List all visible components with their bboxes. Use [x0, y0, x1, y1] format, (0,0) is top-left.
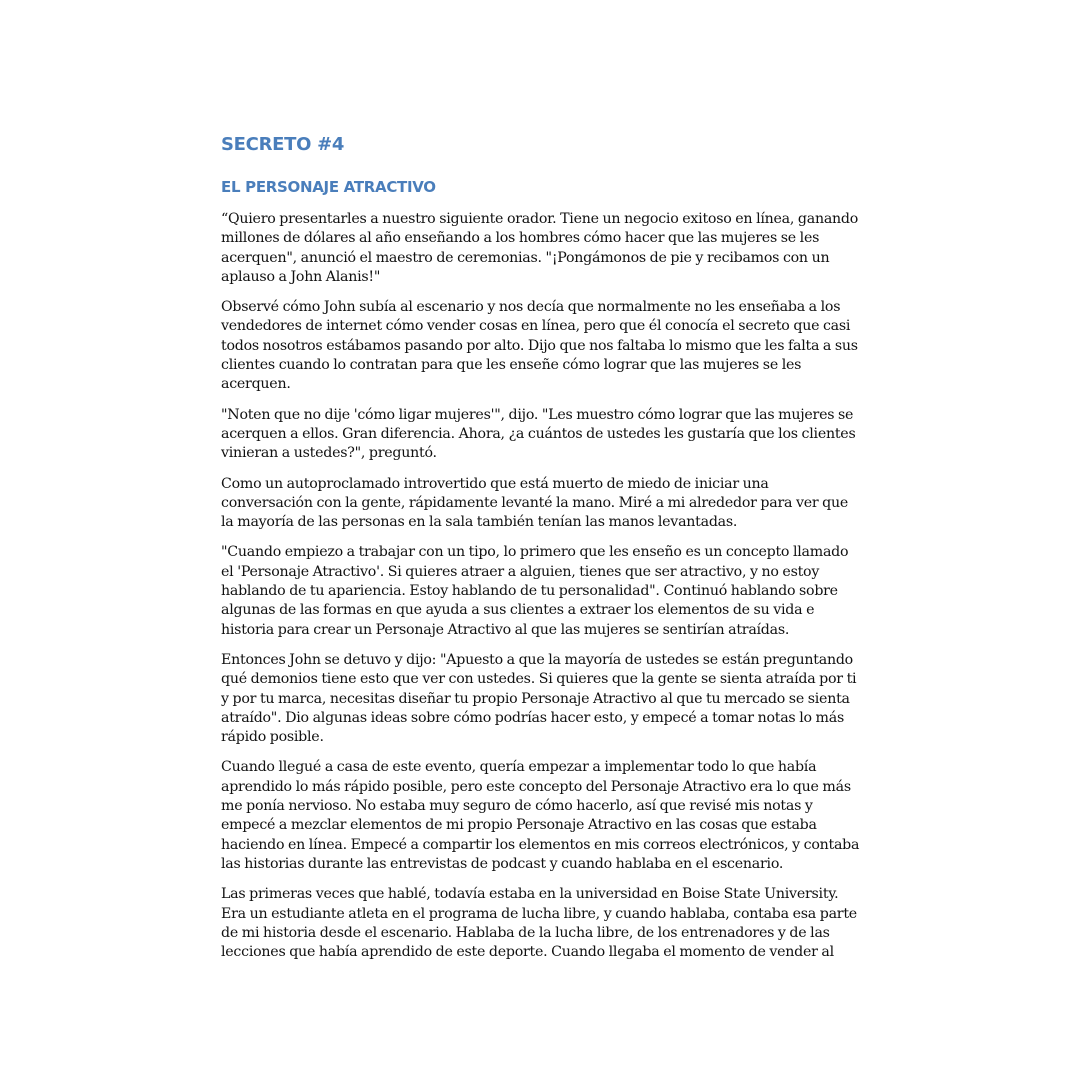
paragraph: Las primeras veces que hablé, todavía estaba en la universidad en Boise State University. Era un estudiante atleta en el programa de lucha libre, y cuando hablaba, contaba esa parte de mi historia desde el escenario. Hablaba de la lucha libre, de los entrenadores y de las lecciones que había aprendido de este deporte. Cuando llegaba el momento de vender al	[221, 886, 857, 961]
document-page	[221, 131, 861, 973]
paragraph: Entonces John se detuvo y dijo: "Apuesto a que la mayoría de ustedes se están preguntando qué demonios tiene esto que ver con ustedes. Si quieres que la gente se sienta atraída por ti y por tu marca, necesitas diseñar tu propio Personaje Atractivo al que tu mercado se sienta atraído". Dio algunas ideas sobre cómo podrías hacer esto, y empecé a tomar notas lo más rápido posible.	[221, 651, 857, 746]
paragraph: “Quiero presentarles a nuestro siguiente orador. Tiene un negocio exitoso en línea, ganando millones de dólares al año enseñando a los hombres cómo hacer que las mujeres se les acerquen", anunció el maestro de ceremonias. "¡Pongámonos de pie y recibamos con un aplauso a John Alanis!"	[221, 211, 859, 285]
body-text	[221, 210, 861, 962]
chapter-subtitle: EL PERSONAJE ATRACTIVO	[221, 178, 436, 196]
paragraph: Observé cómo John subía al escenario y nos decía que normalmente no les enseñaba a los vendedores de internet cómo vender cosas en línea, pero que él conocía el secreto que casi todos nosotros estábamos pasando por alto. Dijo que nos faltaba lo mismo que les falta a sus clientes cuando lo contratan para que les enseñe cómo lograr que las mujeres se les acerquen.	[221, 299, 858, 393]
paragraph: Como un autoproclamado introvertido que está muerto de miedo de iniciar una conversación con la gente, rápidamente levanté la mano. Miré a mi alrededor para ver que la mayoría de las personas en la sala también tenían las manos levantadas.	[221, 475, 849, 531]
chapter-title: SECRETO #4	[221, 134, 345, 155]
paragraph: "Cuando empiezo a trabajar con un tipo, lo primero que les enseño es un concepto llamado el 'Personaje Atractivo'. Si quieres atraer a alguien, tienes que ser atractivo, y no estoy hablando de tu apariencia. Estoy hablando de tu personalidad". Continuó hablando sobre algunas de las formas en que ayuda a sus clientes a extraer los elementos de su vida e historia para crear un Personaje Atractivo al que las mujeres se sentirían atraídas.	[221, 544, 849, 638]
paragraph: "Noten que no dije 'cómo ligar mujeres'", dijo. "Les muestro cómo lograr que las mujeres se acerquen a ellos. Gran diferencia. Ahora, ¿a cuántos de ustedes les gustaría que los clientes vinieran a ustedes?", preguntó.	[221, 406, 856, 462]
paragraph: Cuando llegué a casa de este evento, quería empezar a implementar todo lo que había aprendido lo más rápido posible, pero este concepto del Personaje Atractivo era lo que más me ponía nervioso. No estaba muy seguro de cómo hacerlo, así que revisé mis notas y empecé a mezclar elementos de mi propio Personaje Atractivo en las cosas que estaba haciendo en línea. Empecé a compartir los elementos en mis correos electrónicos, y contaba las historias durante las entrevistas de podcast y cuando hablaba en el escenario.	[221, 759, 860, 872]
